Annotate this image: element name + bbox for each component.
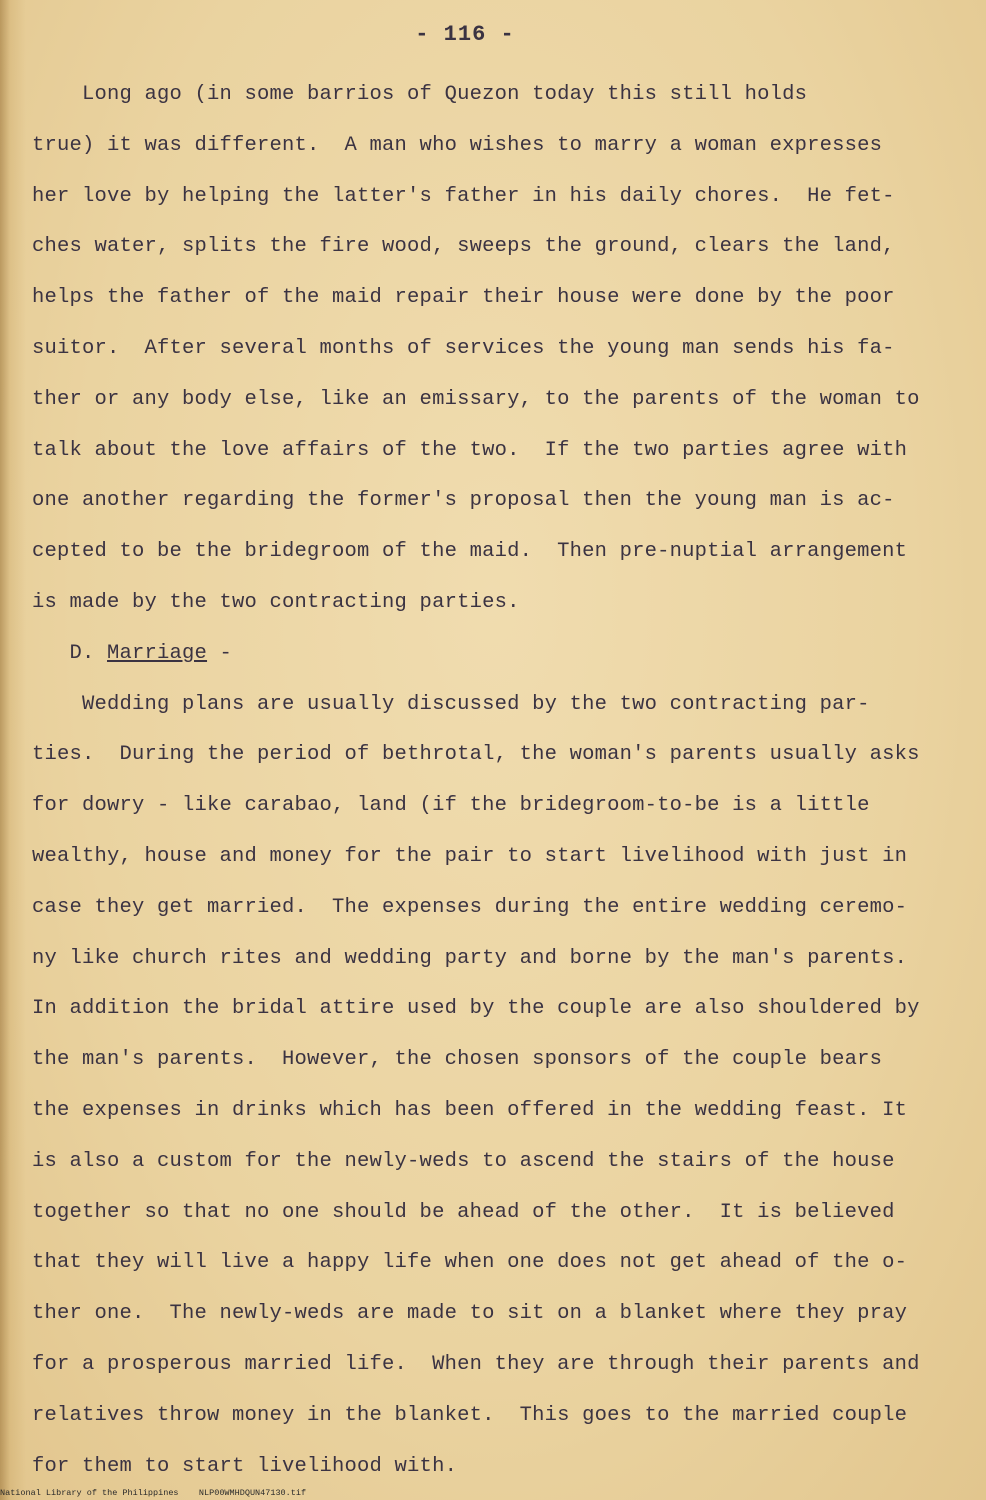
text-line: the man's parents. However, the chosen sponsors of the couple bears xyxy=(32,1048,883,1072)
body-text xyxy=(32,70,932,1492)
text-line: her love by helping the latter's father in his daily chores. He fet- xyxy=(32,184,895,208)
text-line: for a prosperous married life. When they are through their parents and xyxy=(32,1352,920,1376)
text-line: In addition the bridal attire used by the couple are also shouldered by xyxy=(32,997,920,1021)
text-line: Long ago (in some barrios of Quezon today this still holds xyxy=(32,83,808,106)
section-heading-title: Marriage xyxy=(107,641,208,665)
text-line: suitor. After several months of services the young man sends his fa- xyxy=(32,336,895,360)
text-line: ther or any body else, like an emissary, to the parents of the woman to xyxy=(32,387,920,411)
text-line: that they will live a happy life when one does not get ahead of the o- xyxy=(32,1251,908,1275)
text-line: wealthy, house and money for the pair to start livelihood with just in xyxy=(32,844,908,868)
text-line: the expenses in drinks which has been offered in the wedding feast. It xyxy=(32,1098,908,1122)
page-number: - 116 - xyxy=(415,22,515,47)
text-line: helps the father of the maid repair their house were done by the poor xyxy=(32,286,895,310)
section-heading-suffix: - xyxy=(207,641,233,665)
text-line: cepted to be the bridegroom of the maid. Then pre-nuptial arrangement xyxy=(32,540,908,564)
text-line: is made by the two contracting parties. xyxy=(32,590,520,614)
text-line: case they get married. The expenses during the entire wedding ceremo- xyxy=(32,895,908,919)
text-line: ny like church rites and wedding party and borne by the man's parents. xyxy=(32,946,908,970)
footer-caption: National Library of the Philippines NLP00WMHDQUN47130.tif xyxy=(0,1488,307,1498)
text-line: one another regarding the former's proposal then the young man is ac- xyxy=(32,489,895,513)
text-line: Wedding plans are usually discussed by the two contracting par- xyxy=(32,692,870,716)
text-line: for dowry - like carabao, land (if the bridegroom-to-be is a little xyxy=(32,794,870,818)
text-line: ches water, splits the fire wood, sweeps the ground, clears the land, xyxy=(32,235,895,259)
text-line: relatives throw money in the blanket. This goes to the married couple xyxy=(32,1403,908,1427)
text-line: talk about the love affairs of the two. If the two parties agree with xyxy=(32,438,908,462)
text-line: ties. During the period of bethrotal, the woman's parents usually asks xyxy=(32,743,920,767)
section-heading xyxy=(32,629,932,680)
text-line: together so that no one should be ahead of the other. It is believed xyxy=(32,1200,895,1224)
text-line: is also a custom for the newly-weds to ascend the stairs of the house xyxy=(32,1149,895,1173)
text-line: true) it was different. A man who wishes to marry a woman expresses xyxy=(32,133,883,157)
text-line: ther one. The newly-weds are made to sit on a blanket where they pray xyxy=(32,1302,908,1326)
section-heading-prefix: D. xyxy=(32,641,108,665)
text-line: for them to start livelihood with. xyxy=(32,1454,458,1478)
